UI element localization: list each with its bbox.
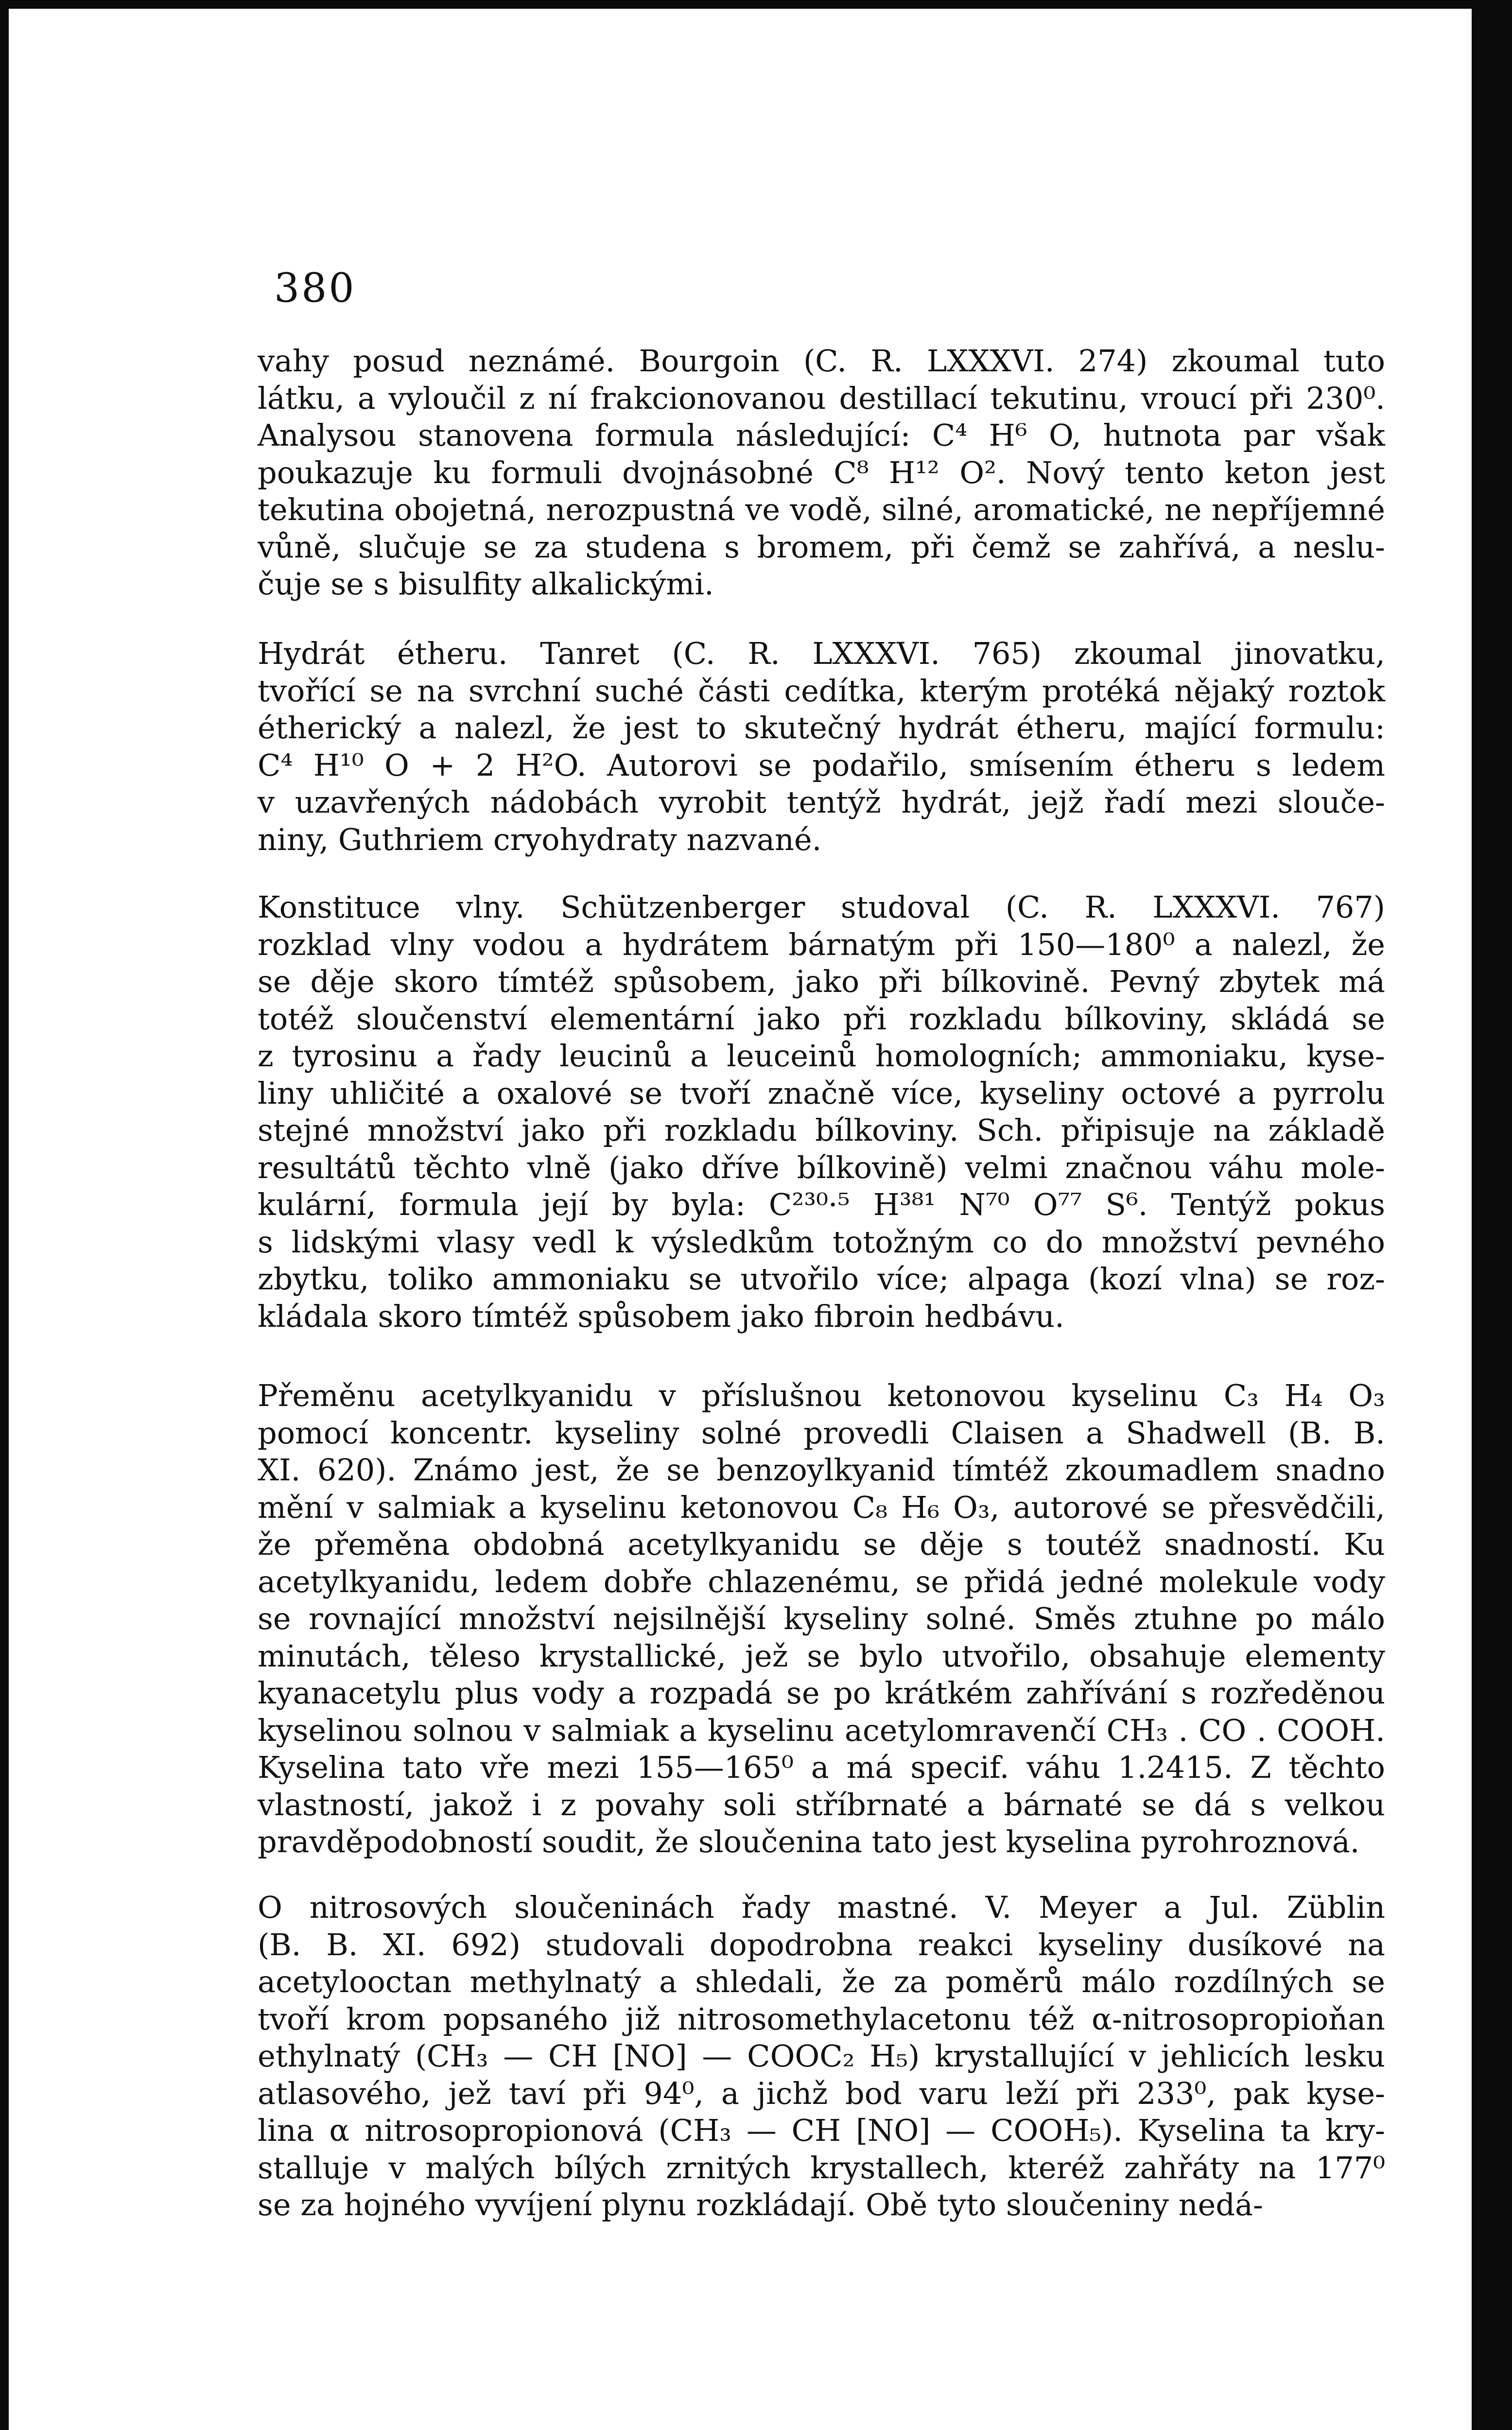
text-line: s lidskými vlasy vedl k výsledkům totožným co do množství pevného bbox=[258, 1224, 1385, 1260]
text-line: mění v salmiak a kyselinu ketonovou C₈ H₆ O₃, autorové se přesvědčili, bbox=[258, 1489, 1385, 1525]
text-line: tekutina obojetná, nerozpustná ve vodě, silné, aromatické, ne nepříjemné bbox=[258, 492, 1385, 527]
text-line: pomocí koncentr. kyseliny solné provedli Claisen a Shadwell (B. B. bbox=[258, 1415, 1385, 1451]
text-line: poukazuje ku formuli dvojnásobné C⁸ H¹² O². Nový tento keton jest bbox=[258, 454, 1385, 490]
text-line: XI. 620). Známo jest, že se benzoylkyanid tímtéž zkoumadlem snadno bbox=[258, 1452, 1385, 1488]
text-line: zbytku, toliko ammoniaku se utvořilo více; alpaga (kozí vlna) se roz- bbox=[258, 1261, 1385, 1297]
text-line: acetylkyanidu, ledem dobře chlazenému, se přidá jedné molekule vody bbox=[258, 1563, 1385, 1599]
text-line: atlasového, jež taví při 94⁰, a jichž bod varu leží při 233⁰, pak kyse- bbox=[258, 2075, 1385, 2111]
text-line: totéž sloučenství elementární jako při rozkladu bílkoviny, skládá se bbox=[258, 1001, 1385, 1037]
text-line: z tyrosinu a řady leucinů a leuceinů homologních; ammoniaku, kyse- bbox=[258, 1038, 1385, 1074]
text-line: Kyselina tato vře mezi 155—165⁰ a má specif. váhu 1.2415. Z těchto bbox=[258, 1750, 1385, 1785]
page-number: 380 bbox=[274, 265, 356, 312]
text-line: ethylnatý (CH₃ — CH [NO] — COOC₂ H₅) krystallující v jehlicích lesku bbox=[258, 2038, 1385, 2074]
text-line: v uzavřených nádobách vyrobit tentýž hydrát, jejž řadí mezi slouče- bbox=[258, 784, 1385, 820]
text-line: se děje skoro tímtéž spůsobem, jako při bílkovině. Pevný zbytek má bbox=[258, 964, 1385, 999]
text-line: tvořící se na svrchní suché části cedítka, kterým protéká nějaký roztok bbox=[258, 673, 1385, 709]
text-line: Přeměnu acetylkyanidu v příslušnou ketonovou kyselinu C₃ H₄ O₃ bbox=[258, 1378, 1385, 1413]
text-line: pravděpodobností soudit, že sloučenina tato jest kyselina pyrohroznová. bbox=[258, 1824, 1360, 1859]
text-line: C⁴ H¹⁰ O + 2 H²O. Autorovi se podařilo, smísením étheru s ledem bbox=[258, 747, 1385, 783]
text-line: niny, Guthriem cryohydraty nazvané. bbox=[258, 821, 822, 857]
text-line: O nitrosových sloučeninách řady mastné. V. Meyer a Jul. Züblin bbox=[258, 1890, 1385, 1925]
text-line: kyanacetylu plus vody a rozpadá se po krátkém zahřívání s rozředěnou bbox=[258, 1675, 1385, 1711]
paragraph bbox=[258, 1377, 1385, 1861]
paragraph bbox=[258, 635, 1385, 858]
text-line: stalluje v malých bílých zrnitých krystallech, kteréž zahřáty na 177⁰ bbox=[258, 2150, 1385, 2186]
text-line: kyselinou solnou v salmiak a kyselinu acetylomravenčí CH₃ . CO . COOH. bbox=[258, 1712, 1385, 1748]
text-line: minutách, těleso krystallické, jež se bylo utvořilo, obsahuje elementy bbox=[258, 1638, 1385, 1674]
text-line: kládala skoro tímtéž spůsobem jako fibroin hedbávu. bbox=[258, 1298, 1064, 1334]
text-line: látku, a vyloučil z ní frakcionovanou destillací tekutinu, vroucí při 230⁰. bbox=[258, 380, 1385, 416]
text-line: lina α nitrosopropionová (CH₃ — CH [NO] — COOH₅). Kyselina ta kry- bbox=[258, 2113, 1385, 2148]
text-line: se za hojného vyvíjení plynu rozkládají. Obě tyto sloučeniny nedá- bbox=[258, 2187, 1263, 2222]
text-line: vahy posud neznámé. Bourgoin (C. R. LXXXVI. 274) zkoumal tuto bbox=[258, 343, 1385, 379]
text-line: resultátů těchto vlně (jako dříve bílkovině) velmi značnou váhu mole- bbox=[258, 1149, 1385, 1185]
text-line: acetylooctan methylnatý a shledali, že za poměrů málo rozdílných se bbox=[258, 1964, 1385, 1999]
text-line: se rovnající množství nejsilnější kyseliny solné. Směs ztuhne po málo bbox=[258, 1601, 1385, 1636]
paragraph bbox=[258, 1889, 1385, 2224]
paragraph bbox=[258, 343, 1385, 603]
text-line: vlastností, jakož i z povahy soli stříbrnaté a bárnaté se dá s velkou bbox=[258, 1787, 1385, 1822]
text-line: liny uhličité a oxalové se tvoří značně více, kyseliny octové a pyrrolu bbox=[258, 1075, 1385, 1111]
text-line: že přeměna obdobná acetylkyanidu se děje s toutéž snadností. Ku bbox=[258, 1527, 1385, 1562]
text-line: čuje se s bisulfity alkalickými. bbox=[258, 566, 714, 602]
text-line: vůně, slučuje se za studena s bromem, při čemž se zahřívá, a neslu- bbox=[258, 529, 1385, 565]
text-line: étherický a nalezl, že jest to skutečný hydrát étheru, mající formulu: bbox=[258, 710, 1385, 746]
text-line: Analysou stanovena formula následující: C⁴ H⁶ O, hutnota par však bbox=[258, 417, 1385, 453]
text-line: tvoří krom popsaného již nitrosomethylacetonu též α-nitrosopropioňan bbox=[258, 2001, 1385, 2037]
text-line: kulární, formula její by byla: C²³⁰·⁵ H³⁸¹ N⁷⁰ O⁷⁷ S⁶. Tentýž pokus bbox=[258, 1187, 1385, 1222]
text-line: stejné množství jako při rozkladu bílkoviny. Sch. připisuje na základě bbox=[258, 1112, 1385, 1148]
paragraph bbox=[258, 889, 1385, 1335]
text-line: rozklad vlny vodou a hydrátem bárnatým při 150—180⁰ a nalezl, že bbox=[258, 926, 1385, 962]
text-line: Konstituce vlny. Schützenberger studoval (C. R. LXXXVI. 767) bbox=[258, 889, 1385, 925]
text-line: Hydrát étheru. Tanret (C. R. LXXXVI. 765) zkoumal jinovatku, bbox=[258, 636, 1385, 671]
text-line: (B. B. XI. 692) studovali dopodrobna reakci kyseliny dusíkové na bbox=[258, 1927, 1385, 1962]
